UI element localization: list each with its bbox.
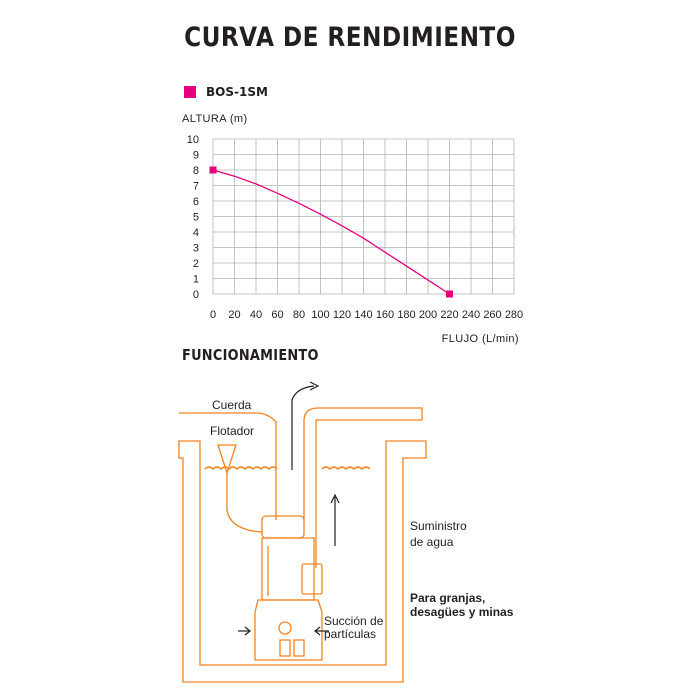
- x-tick-label: 100: [311, 309, 330, 321]
- water-surface-left: [205, 467, 277, 469]
- x-tick-label: 260: [483, 309, 502, 321]
- y-tick-label: 8: [192, 165, 199, 177]
- succion-label-line1: Succión de: [324, 614, 384, 628]
- x-tick-label: 180: [397, 309, 416, 321]
- check-valve: [302, 564, 322, 594]
- outflow-arrow: [292, 386, 314, 470]
- succion-label-line2: partículas: [324, 627, 377, 641]
- suministro-label-line1: Suministro: [410, 519, 467, 533]
- x-tick-label: 120: [332, 309, 352, 321]
- y-tick-label: 10: [186, 134, 199, 146]
- series-marker: [446, 291, 453, 298]
- x-tick-label: 20: [228, 309, 241, 321]
- y-tick-label: 0: [192, 289, 199, 301]
- section-title: FUNCIONAMIENTO: [182, 346, 319, 364]
- chart-title: CURVA DE RENDIMIENTO: [184, 22, 516, 53]
- x-tick-label: 280: [504, 309, 524, 321]
- x-tick-label: 0: [209, 309, 217, 321]
- flotador-label: Flotador: [210, 424, 255, 438]
- x-axis-label: FLUJO (L/min): [441, 333, 519, 345]
- x-tick-label: 140: [354, 309, 373, 321]
- legend-label: BOS-1SM: [206, 85, 268, 99]
- pump-foot-left: [280, 640, 290, 656]
- float-cable: [227, 473, 262, 532]
- y-tick-label: 4: [192, 227, 199, 239]
- pump-body: [262, 538, 314, 600]
- y-tick-label: 6: [192, 196, 199, 208]
- y-tick-label: 2: [192, 258, 199, 270]
- y-axis-label: ALTURA (m): [182, 113, 248, 125]
- chart-grid: [213, 139, 514, 294]
- tank-outline: [179, 441, 426, 682]
- y-tick-label: 5: [192, 211, 199, 224]
- x-tick-label: 200: [418, 309, 438, 321]
- x-tick-label: 40: [249, 309, 263, 321]
- x-tick-label: 80: [292, 309, 306, 321]
- x-tick-label: 240: [461, 309, 481, 321]
- pump-motor-top: [262, 516, 304, 538]
- x-tick-label: 60: [271, 309, 284, 321]
- y-tick-label: 3: [192, 242, 199, 255]
- pump-foot-right: [294, 640, 304, 656]
- x-tick-label: 160: [375, 309, 395, 321]
- suministro-label-line2: de agua: [410, 535, 454, 549]
- water-surface-right: [322, 467, 370, 469]
- y-tick-label: 9: [192, 149, 199, 162]
- x-tick-label: 220: [440, 309, 459, 321]
- cuerda-label: Cuerda: [212, 398, 252, 412]
- pump-base: [255, 600, 322, 660]
- discharge-pipe: [304, 408, 422, 568]
- pump-intake: [279, 622, 291, 634]
- pump-diagram: [179, 408, 426, 682]
- y-tick-label: 7: [192, 180, 199, 193]
- chart-ticks: [187, 134, 523, 321]
- uso-label-line1: Para granjas,: [410, 591, 486, 605]
- series-marker: [210, 167, 217, 174]
- uso-label-line2: desagües y minas: [410, 605, 514, 619]
- y-tick-label: 1: [192, 273, 199, 286]
